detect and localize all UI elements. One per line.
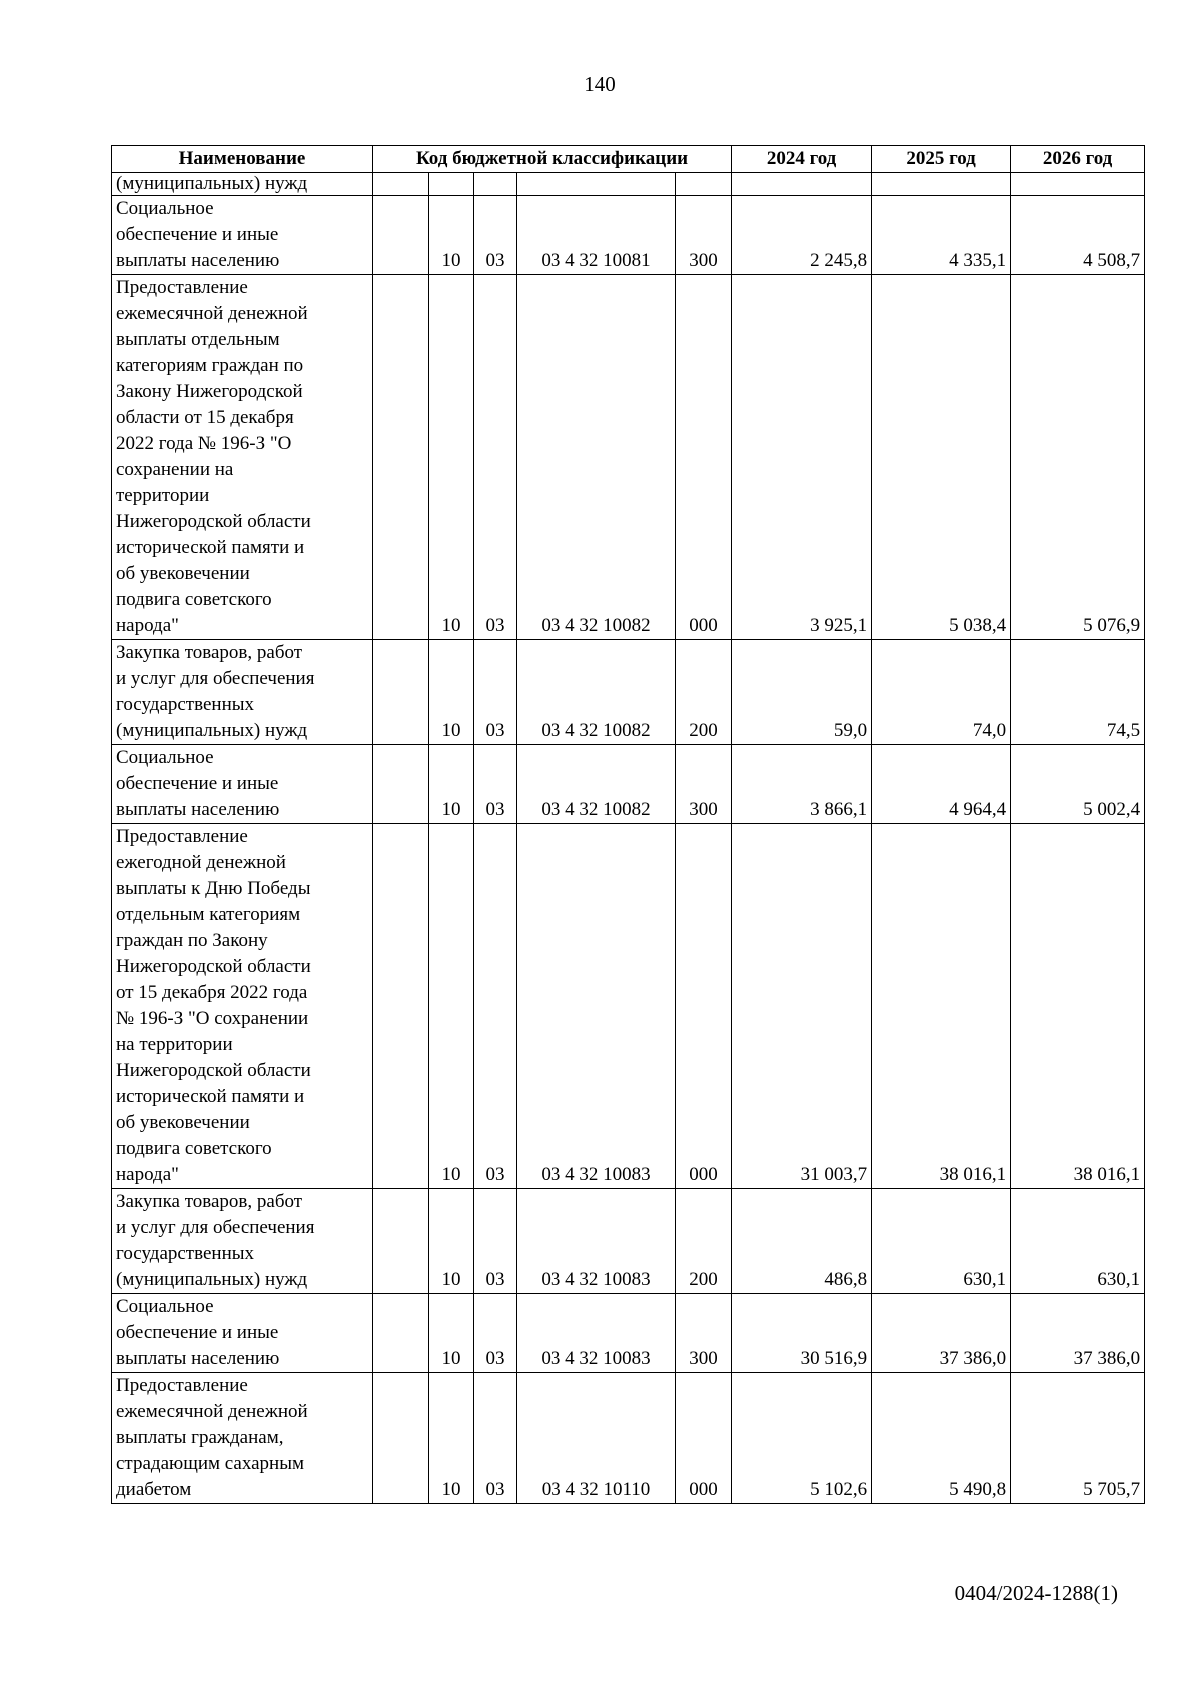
empty-cell: [872, 173, 1011, 196]
row-name-line: ежемесячной денежной: [116, 303, 308, 324]
empty-cell: [1011, 173, 1145, 196]
row-name-line: на территории: [116, 1034, 233, 1055]
amount-2026: 630,1: [1011, 1189, 1145, 1294]
section-code: 10: [429, 745, 474, 824]
section-code: 10: [429, 640, 474, 745]
header-2026: 2026 год: [1011, 146, 1145, 173]
amount-2026: 4 508,7: [1011, 196, 1145, 275]
empty-cell: [373, 1373, 429, 1504]
table-row: [112, 1294, 1145, 1373]
row-name-line: государственных: [116, 694, 255, 715]
section-code: 10: [429, 196, 474, 275]
target-article-code: 03 4 32 10110: [517, 1373, 676, 1504]
row-name-line: выплаты населению: [116, 1348, 280, 1369]
amount-2026: 37 386,0: [1011, 1294, 1145, 1373]
subsection-code: 03: [474, 824, 517, 1189]
table-row: [112, 1189, 1145, 1294]
amount-2026: 5 705,7: [1011, 1373, 1145, 1504]
amount-2025: 5 490,8: [872, 1373, 1011, 1504]
section-code: 10: [429, 1294, 474, 1373]
subsection-code: 03: [474, 1373, 517, 1504]
empty-cell: [373, 745, 429, 824]
section-code: 10: [429, 1373, 474, 1504]
row-name-line: подвига советского: [116, 589, 272, 610]
continuation-name: (муниципальных) нужд: [112, 173, 373, 196]
row-name-line: об увековечении: [116, 563, 250, 584]
table-row: [112, 1373, 1145, 1504]
target-article-code: 03 4 32 10081: [517, 196, 676, 275]
row-name-line: ежемесячной денежной: [116, 1401, 308, 1422]
amount-2026: 5 076,9: [1011, 275, 1145, 640]
table-row: [112, 640, 1145, 745]
row-name-line: Закупка товаров, работ: [116, 642, 303, 663]
empty-cell: [373, 173, 429, 196]
amount-2024: 3 866,1: [732, 745, 872, 824]
amount-2025: 74,0: [872, 640, 1011, 745]
empty-cell: [732, 173, 872, 196]
table-row: [112, 196, 1145, 275]
expense-type-code: 000: [676, 824, 732, 1189]
row-name: [112, 824, 373, 1189]
row-name-line: Предоставление: [116, 1375, 248, 1396]
amount-2025: 37 386,0: [872, 1294, 1011, 1373]
row-name-line: государственных: [116, 1243, 255, 1264]
amount-2024: 5 102,6: [732, 1373, 872, 1504]
row-name-line: исторической памяти и: [116, 537, 305, 558]
document-code: 0404/2024-1288(1): [954, 1581, 1118, 1605]
empty-cell: [373, 1189, 429, 1294]
target-article-code: 03 4 32 10082: [517, 640, 676, 745]
row-name-line: Нижегородской области: [116, 956, 311, 977]
row-name: [112, 275, 373, 640]
row-name-line: выплаты гражданам,: [116, 1427, 284, 1448]
empty-cell: [429, 173, 474, 196]
expense-type-code: 300: [676, 1294, 732, 1373]
target-article-code: 03 4 32 10083: [517, 1294, 676, 1373]
table-row: [112, 745, 1145, 824]
row-name-line: Нижегородской области: [116, 511, 311, 532]
header-code: Код бюджетной классификации: [373, 146, 732, 173]
row-name-line: и услуг для обеспечения: [116, 1217, 315, 1238]
expense-type-code: 000: [676, 275, 732, 640]
subsection-code: 03: [474, 196, 517, 275]
expense-type-code: 300: [676, 745, 732, 824]
header-2025: 2025 год: [872, 146, 1011, 173]
row-name-line: обеспечение и иные: [116, 773, 279, 794]
row-name: [112, 1294, 373, 1373]
row-name: [112, 745, 373, 824]
header-name: Наименование: [112, 146, 373, 173]
row-name-line: выплаты к Дню Победы: [116, 878, 311, 899]
empty-cell: [474, 173, 517, 196]
amount-2024: 31 003,7: [732, 824, 872, 1189]
table-header-row: [112, 146, 1145, 173]
empty-cell: [373, 196, 429, 275]
row-name-line: Социальное: [116, 747, 214, 768]
row-name-line: ежегодной денежной: [116, 852, 286, 873]
row-name-line: отдельным категориям: [116, 904, 301, 925]
amount-2026: 38 016,1: [1011, 824, 1145, 1189]
amount-2025: 4 964,4: [872, 745, 1011, 824]
row-name: [112, 196, 373, 275]
expense-type-code: 200: [676, 1189, 732, 1294]
row-name-line: народа": [116, 615, 179, 636]
empty-cell: [373, 824, 429, 1189]
row-name-line: страдающим сахарным: [116, 1453, 305, 1474]
amount-2024: 59,0: [732, 640, 872, 745]
row-name-line: Предоставление: [116, 277, 248, 298]
subsection-code: 03: [474, 640, 517, 745]
row-name-line: граждан по Закону: [116, 930, 268, 951]
subsection-code: 03: [474, 1294, 517, 1373]
row-name-line: области от 15 декабря: [116, 407, 294, 428]
row-name: [112, 1373, 373, 1504]
amount-2025: 38 016,1: [872, 824, 1011, 1189]
row-name-line: и услуг для обеспечения: [116, 668, 315, 689]
page-number: 140: [584, 72, 616, 96]
empty-cell: [373, 640, 429, 745]
target-article-code: 03 4 32 10083: [517, 824, 676, 1189]
subsection-code: 03: [474, 275, 517, 640]
empty-cell: [373, 275, 429, 640]
amount-2025: 630,1: [872, 1189, 1011, 1294]
row-name-line: сохранении на: [116, 459, 234, 480]
section-code: 10: [429, 275, 474, 640]
table-row: [112, 275, 1145, 640]
row-name-line: обеспечение и иные: [116, 224, 279, 245]
empty-cell: [373, 1294, 429, 1373]
section-code: 10: [429, 824, 474, 1189]
subsection-code: 03: [474, 1189, 517, 1294]
row-name-line: исторической памяти и: [116, 1086, 305, 1107]
amount-2024: 2 245,8: [732, 196, 872, 275]
row-name-line: территории: [116, 485, 210, 506]
amount-2025: 4 335,1: [872, 196, 1011, 275]
row-name-line: 2022 года № 196-З "О: [116, 433, 292, 454]
amount-2024: 3 925,1: [732, 275, 872, 640]
amount-2024: 30 516,9: [732, 1294, 872, 1373]
empty-cell: [676, 173, 732, 196]
budget-table: [111, 145, 1145, 1504]
row-name-line: об увековечении: [116, 1112, 250, 1133]
section-code: 10: [429, 1189, 474, 1294]
row-name-line: № 196-З "О сохранении: [116, 1008, 309, 1029]
target-article-code: 03 4 32 10082: [517, 275, 676, 640]
row-name-line: Социальное: [116, 1296, 214, 1317]
row-name-line: категориям граждан по: [116, 355, 304, 376]
table-row: [112, 824, 1145, 1189]
row-name-line: (муниципальных) нужд: [116, 1269, 308, 1290]
row-name: [112, 640, 373, 745]
expense-type-code: 000: [676, 1373, 732, 1504]
amount-2025: 5 038,4: [872, 275, 1011, 640]
header-2024: 2024 год: [732, 146, 872, 173]
row-name-line: Социальное: [116, 198, 214, 219]
expense-type-code: 300: [676, 196, 732, 275]
row-name-line: диабетом: [116, 1479, 192, 1500]
row-name-line: выплаты населению: [116, 250, 280, 271]
target-article-code: 03 4 32 10083: [517, 1189, 676, 1294]
row-name-line: выплаты населению: [116, 799, 280, 820]
row-name-line: выплаты отдельным: [116, 329, 280, 350]
row-name-line: Нижегородской области: [116, 1060, 311, 1081]
row-name-line: от 15 декабря 2022 года: [116, 982, 308, 1003]
row-name-line: Закупка товаров, работ: [116, 1191, 303, 1212]
row-name-line: (муниципальных) нужд: [116, 720, 308, 741]
amount-2024: 486,8: [732, 1189, 872, 1294]
row-name-line: подвига советского: [116, 1138, 272, 1159]
row-name: [112, 1189, 373, 1294]
expense-type-code: 200: [676, 640, 732, 745]
row-name-line: Предоставление: [116, 826, 248, 847]
amount-2026: 74,5: [1011, 640, 1145, 745]
row-name-line: Закону Нижегородской: [116, 381, 303, 402]
empty-cell: [517, 173, 676, 196]
continuation-row: [112, 173, 1145, 196]
row-name-line: народа": [116, 1164, 179, 1185]
amount-2026: 5 002,4: [1011, 745, 1145, 824]
subsection-code: 03: [474, 745, 517, 824]
row-name-line: обеспечение и иные: [116, 1322, 279, 1343]
target-article-code: 03 4 32 10082: [517, 745, 676, 824]
